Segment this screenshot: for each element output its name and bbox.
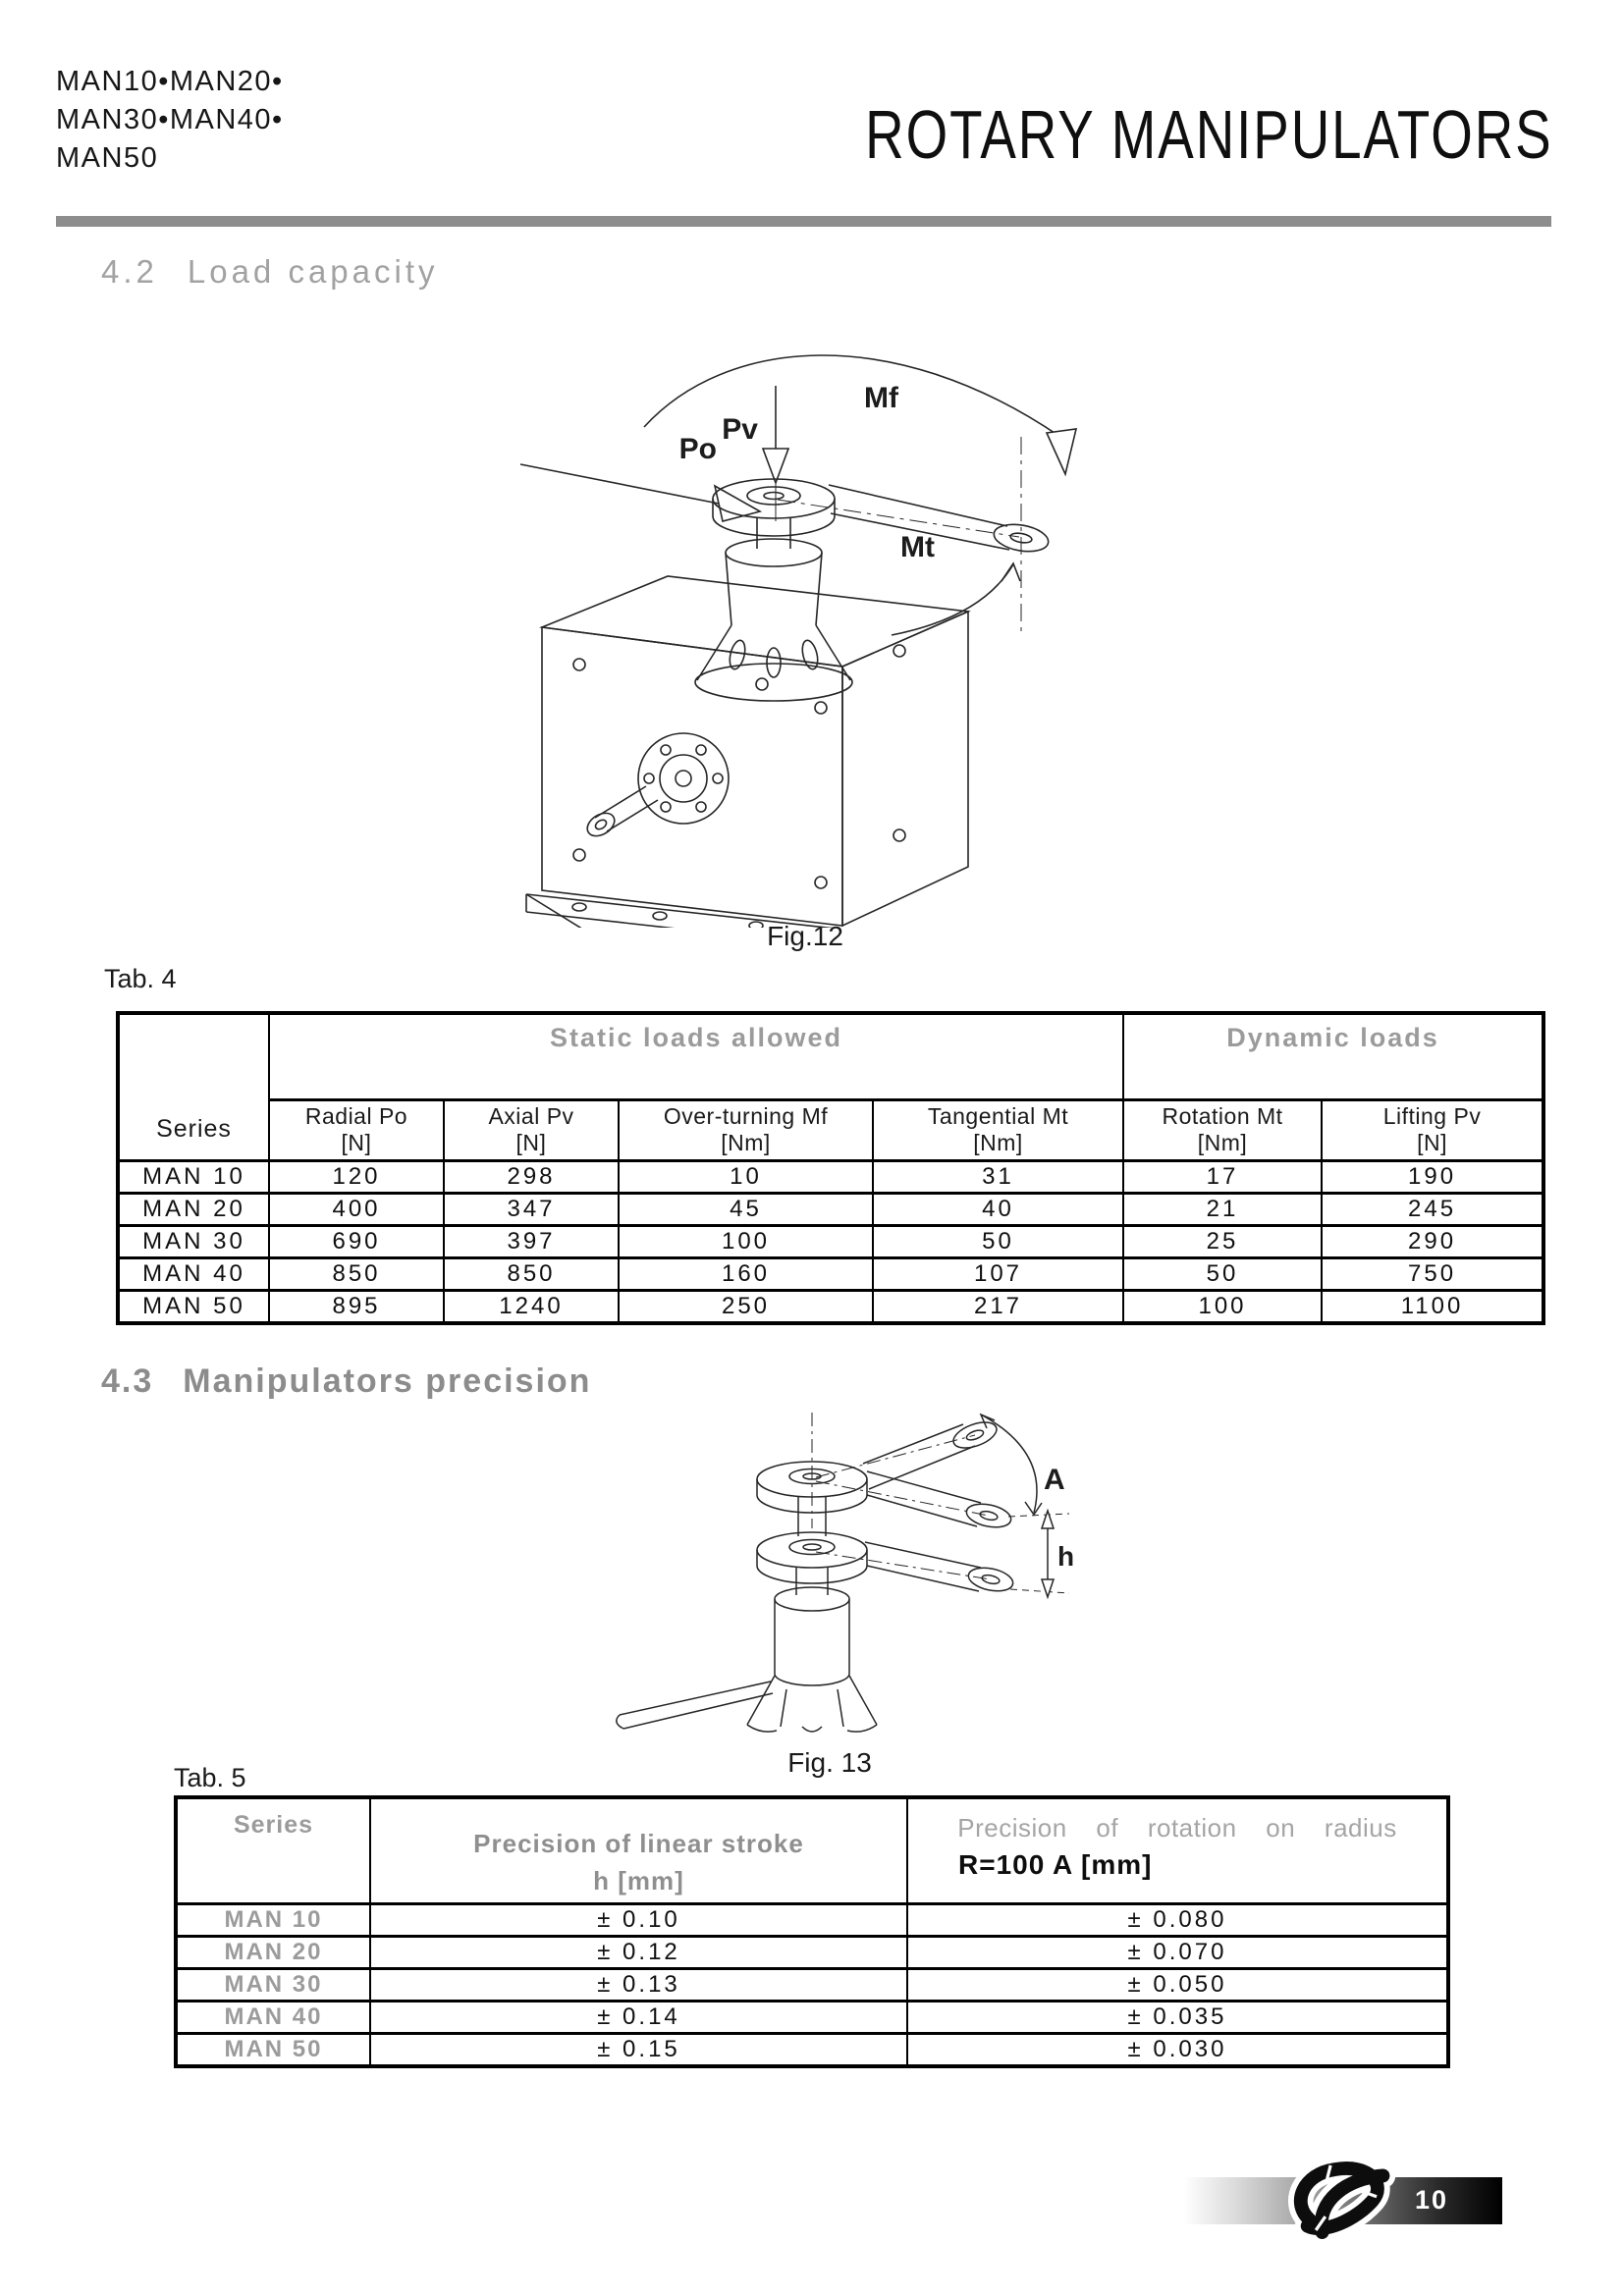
tab4-label: Tab. 4 — [104, 964, 177, 993]
tab5-row-man10 — [176, 1903, 1448, 1936]
cell: ± 0.050 — [907, 1968, 1448, 2001]
tab5-col-header-rotation: Precision of rotation on radius R=100 A [mm] — [907, 1797, 1448, 1903]
tab4-group-header-row — [118, 1013, 1543, 1099]
label-pv: Pv — [722, 413, 758, 446]
fig12-linework — [520, 355, 1076, 928]
series-line: MAN10•MAN20• — [56, 66, 284, 97]
cell: 400 — [269, 1193, 444, 1225]
label-mf: Mf — [864, 382, 898, 414]
tab4-group-static: Static loads allowed — [269, 1013, 1123, 1099]
tab4-col-header-radial: Radial Po [N] — [269, 1099, 444, 1160]
fig13-column — [617, 1568, 877, 1732]
cell: ± 0.13 — [370, 1968, 907, 2001]
label-po: Po — [678, 433, 717, 465]
cell: 250 — [619, 1290, 873, 1323]
cell: MAN 50 — [118, 1290, 269, 1323]
section-title: Load capacity — [187, 253, 439, 290]
cell: 40 — [873, 1193, 1123, 1225]
tab4-row-man20 — [118, 1193, 1543, 1225]
cell: 895 — [269, 1290, 444, 1323]
tab4-group-dynamic: Dynamic loads — [1123, 1013, 1543, 1099]
rotary-column — [695, 518, 852, 701]
cell: MAN 10 — [176, 1903, 370, 1936]
cell: 290 — [1322, 1225, 1543, 1257]
section-number: 4.3 — [101, 1362, 154, 1400]
cell: MAN 50 — [176, 2033, 370, 2066]
tab5-row-man30 — [176, 1968, 1448, 2001]
cell: ± 0.14 — [370, 2001, 907, 2033]
cell: ± 0.030 — [907, 2033, 1448, 2066]
cell: 690 — [269, 1225, 444, 1257]
tab5-col-header-linear: Precision of linear stroke h [mm] — [370, 1797, 907, 1903]
tab4-row-man40 — [118, 1257, 1543, 1290]
po-arrow — [520, 464, 760, 521]
tab4-row-man10 — [118, 1160, 1543, 1193]
cell: 25 — [1123, 1225, 1322, 1257]
mt-arrow — [892, 563, 1020, 635]
tab5-table — [174, 1795, 1450, 2068]
cell: 21 — [1123, 1193, 1322, 1225]
tab4-col-header-series: Series — [118, 1013, 269, 1160]
cell: 100 — [1123, 1290, 1322, 1323]
tab4-col-header-overturning: Over-turning Mf [Nm] — [619, 1099, 873, 1160]
cell: 45 — [619, 1193, 873, 1225]
cell: 50 — [873, 1225, 1123, 1257]
cell: ± 0.080 — [907, 1903, 1448, 1936]
fig13-linework — [617, 1413, 1069, 1732]
cell: 31 — [873, 1160, 1123, 1193]
header-rule — [56, 216, 1551, 227]
cell: ± 0.12 — [370, 1936, 907, 1968]
cell: ± 0.070 — [907, 1936, 1448, 1968]
housing-box — [542, 576, 968, 926]
series-line: MAN30•MAN40• — [56, 104, 284, 135]
cell: 298 — [444, 1160, 619, 1193]
section-number: 4.2 — [101, 253, 158, 290]
section-heading-load-capacity — [101, 253, 439, 291]
product-series-block — [56, 63, 284, 178]
fig13-diagram — [584, 1399, 1134, 1737]
tab5-row-man40 — [176, 2001, 1448, 2033]
cell: MAN 20 — [118, 1193, 269, 1225]
cell: 100 — [619, 1225, 873, 1257]
tab4-col-header-tangential: Tangential Mt [Nm] — [873, 1099, 1123, 1160]
tab4-table — [116, 1011, 1545, 1325]
tab4-col-header-rotation: Rotation Mt [Nm] — [1123, 1099, 1322, 1160]
cell: MAN 40 — [118, 1257, 269, 1290]
cell: 397 — [444, 1225, 619, 1257]
cell: ± 0.10 — [370, 1903, 907, 1936]
page-title: ROTARY MANIPULATORS — [865, 96, 1553, 174]
tab4-column-header-row — [118, 1099, 1543, 1160]
cell: MAN 30 — [118, 1225, 269, 1257]
cell: MAN 40 — [176, 2001, 370, 2033]
cell: MAN 20 — [176, 1936, 370, 1968]
tab5-header-row — [176, 1797, 1448, 1903]
cell: 850 — [444, 1257, 619, 1290]
series-line: MAN50 — [56, 142, 159, 174]
section-title: Manipulators precision — [183, 1362, 592, 1400]
tab5-row-man20 — [176, 1936, 1448, 1968]
fig13-caption: Fig. 13 — [787, 1747, 872, 1778]
cell: 17 — [1123, 1160, 1322, 1193]
tab5-row-man50 — [176, 2033, 1448, 2066]
fig12-caption: Fig.12 — [767, 921, 843, 951]
label-mt: Mt — [900, 531, 935, 563]
cell: 120 — [269, 1160, 444, 1193]
brand-knot-logo-icon — [1286, 2153, 1402, 2247]
cell: MAN 30 — [176, 1968, 370, 2001]
cell: 217 — [873, 1290, 1123, 1323]
cell: 1240 — [444, 1290, 619, 1323]
angle-a-arc — [981, 1415, 1042, 1515]
arm-level-upper — [816, 1471, 1013, 1531]
cell: 347 — [444, 1193, 619, 1225]
section-heading-manipulators-precision — [101, 1362, 591, 1401]
page-number: 10 — [1415, 2185, 1449, 2215]
cell: 1100 — [1322, 1290, 1543, 1323]
cell: 190 — [1322, 1160, 1543, 1193]
cell: MAN 10 — [118, 1160, 269, 1193]
cell: 10 — [619, 1160, 873, 1193]
tab4-col-header-lifting: Lifting Pv [N] — [1322, 1099, 1543, 1160]
arm-raised — [816, 1417, 1000, 1489]
cell: ± 0.035 — [907, 2001, 1448, 2033]
label-h: h — [1057, 1541, 1075, 1572]
cell: 107 — [873, 1257, 1123, 1290]
cell: 750 — [1322, 1257, 1543, 1290]
cell: 160 — [619, 1257, 873, 1290]
tab4-row-man30 — [118, 1225, 1543, 1257]
tab4-col-header-axial: Axial Pv [N] — [444, 1099, 619, 1160]
fig12-diagram — [432, 290, 1110, 928]
cell: 50 — [1123, 1257, 1322, 1290]
label-angle-a: A — [1044, 1464, 1065, 1496]
cell: 850 — [269, 1257, 444, 1290]
tab4-row-man50 — [118, 1290, 1543, 1323]
cell: 245 — [1322, 1193, 1543, 1225]
cell: ± 0.15 — [370, 2033, 907, 2066]
arm-level-lower — [816, 1542, 1015, 1595]
tab5-col-header-series: Series — [176, 1797, 370, 1903]
tab5-label: Tab. 5 — [174, 1763, 246, 1792]
